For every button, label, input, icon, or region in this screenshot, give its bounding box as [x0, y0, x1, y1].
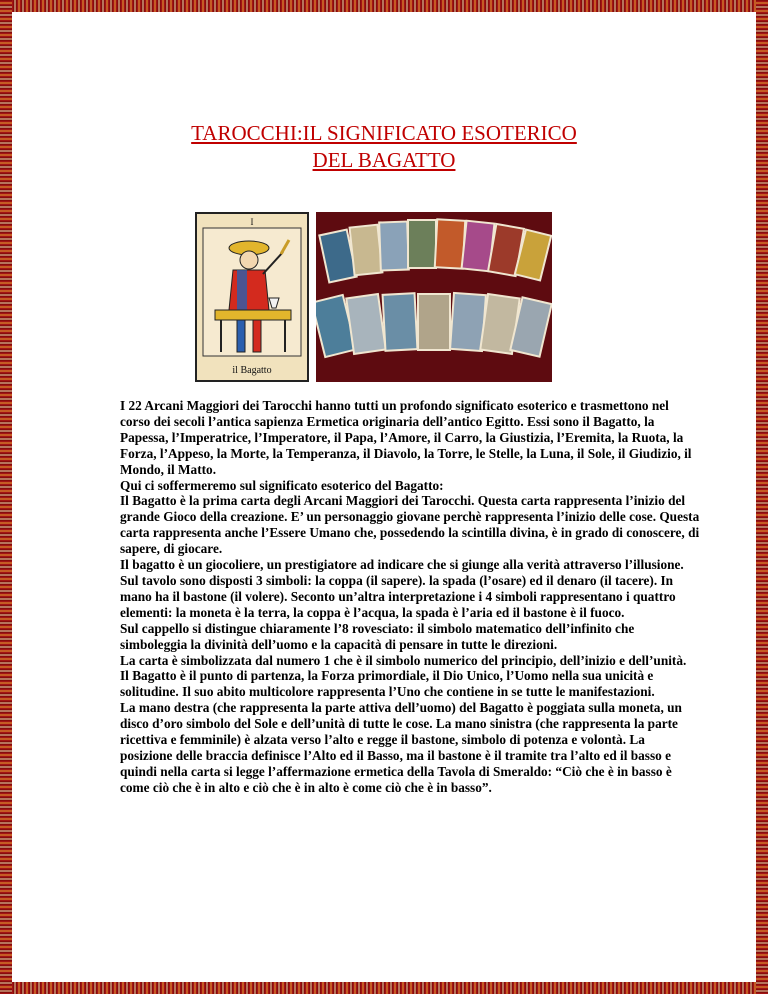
paragraph-5: Sul tavolo sono disposti 3 simboli: la coppa (il sapere). la spada (l’osare) ed il denaro (il tacere). In mano ha il bastone (il volere). Seconto un’altra interpretazione i 4 simboli rappresentano i quattro elementi: la moneta è la terra, la coppa è l’acqua, la spada è l’aria ed il bastone è il fuoco. [120, 572, 676, 620]
paragraph-9: La mano destra (che rappresenta la parte attiva dell’uomo) del Bagatto è poggiata sulla moneta, un disco d’oro simbolo del Sole e dell’unità di tutte le cose. La mano sinistra (che rappresenta la parte ricettiva e femminile) è alzata verso l’alto e regge il bastone, simbolo di potenza e volontà. La posizione delle braccia definisce l’Alto ed il Basso, ma il bastone è il tramite tra l’alto ed il basso e quindi nella carta si legge l’affermazione ermetica della Tavola di Smeraldo: “Ciò che è in basso è come ciò che è in alto e ciò che è in alto è come ciò che è in basso”. [120, 700, 682, 795]
card-number: I [250, 217, 254, 227]
paragraph-7: La carta è simbolizzata dal numero 1 che è il simbolo numerico del principio, dell’inizio e dell’unità. [120, 652, 687, 668]
page-title [0, 120, 768, 174]
paragraph-1: I 22 Arcani Maggiori dei Tarocchi hanno tutti un profondo significato esoterico e trasmettono nel corso dei secoli l’antica sapienza Ermetica originaria dell’antico Egitto. Essi sono il Bagatto, la Papessa, l’Imperatrice, l’Imperatore, il Papa, l’Amore, il Carro, la Giustizia, l’Eremita, la Ruota, la Forza, l’Appeso, la Morte, la Temperanza, il Diavolo, la Torre, le Stelle, la Luna, il Sole, il Giudizio, il Mondo, il Matto. [120, 398, 692, 477]
paragraph-3: Il Bagatto è la prima carta degli Arcani Maggiori dei Tarocchi. Questa carta rappresenta l’inizio del grande Gioco della creazione. E’ un personaggio giovane perchè rappresenta l’inizio delle cose. Questa carta rappresenta anche l’Essere Umano che, possedendo la scintilla divina, è in grado di conoscere, di sapere, di giocare. [120, 493, 700, 557]
title-line-2: DEL BAGATTO [312, 148, 456, 172]
paragraph-8: Il Bagatto è il punto di partenza, la Forza primordiale, il Dio Unico, l’Uomo nella sua unicità e solitudine. Il suo abito multicolore rappresenta l’Uno che contiene in se tutte le manifestazioni. [120, 668, 655, 700]
tarot-spread-illustration [316, 212, 552, 382]
card-label: il Bagatto [232, 365, 272, 376]
article-body [120, 398, 700, 796]
title-line-1: TAROCCHI:IL SIGNIFICATO ESOTERICO [191, 121, 577, 145]
paragraph-6: Sul cappello si distingue chiaramente l’8 rovesciato: il simbolo matematico dell’infinito che simboleggia la divinità dell’uomo e la capacità di pensare in tutte le direzioni. [120, 620, 635, 652]
tarot-spread-image [316, 212, 552, 382]
bagatto-card-illustration [197, 214, 307, 380]
bagatto-card-image [195, 212, 309, 382]
illustrations [195, 212, 595, 382]
paragraph-2: Qui ci soffermeremo sul significato esoterico del Bagatto: [120, 477, 444, 493]
decorative-border-top [0, 0, 768, 12]
paragraph-4: Il bagatto è un giocoliere, un prestigiatore ad indicare che si giunge alla verità attraverso l’illusione. [120, 557, 684, 573]
decorative-border-bottom [0, 982, 768, 994]
